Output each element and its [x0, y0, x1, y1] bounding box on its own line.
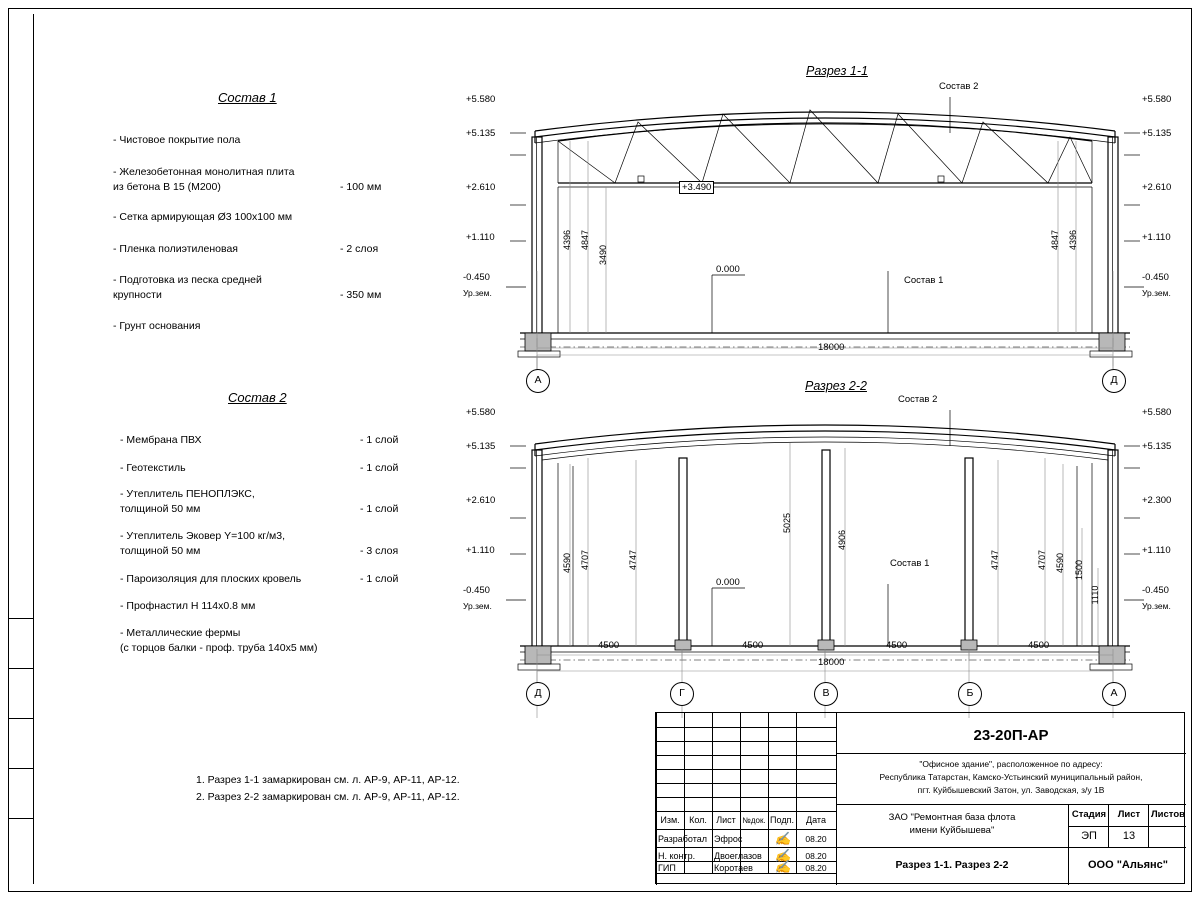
spec2-item-2-label: - Утеплитель ПЕНОПЛЭКС,: [120, 488, 255, 500]
tb-lists-label: Листов: [1151, 809, 1185, 820]
s1-level-right-0: +5.580: [1142, 94, 1172, 105]
left-margin-stub-5: [8, 818, 33, 819]
spec2-title: Состав 2: [228, 390, 287, 405]
s1-level-left-1: +5.135: [466, 128, 496, 139]
spec1-item-1-value: - 100 мм: [340, 181, 382, 193]
svg-text:5025: 5025: [782, 512, 792, 534]
section2-title: Разрез 2-2: [805, 379, 867, 393]
spec1-title: Состав 1: [218, 90, 277, 105]
spec2-item-1-value: - 1 слой: [360, 462, 399, 474]
tb-col-0: Изм.: [660, 815, 680, 825]
tb-sheet-name: Разрез 1-1. Разрез 2-2: [895, 859, 1009, 871]
tb-customer-2: имени Куйбышева": [909, 825, 995, 836]
s1-overall-dim: 18000: [818, 342, 845, 353]
s2-axis-bubble-4: А: [1102, 682, 1126, 706]
spec2-item-1-label: - Геотекстиль: [120, 462, 186, 474]
s1-callout-top: Состав 2: [939, 81, 979, 92]
s2-zero-level: 0.000: [716, 577, 740, 588]
s2-ground-label-right: Ур.зем.: [1142, 601, 1171, 611]
s2-level-left-4: -0.450: [463, 585, 490, 596]
s2-level-right-3: +1.110: [1142, 545, 1171, 556]
s1-level-left-4: -0.450: [463, 272, 490, 283]
s1-dim-4396-right: 4396: [1068, 229, 1078, 251]
s2-axis-bubble-0: Д: [526, 682, 550, 706]
svg-text:4707: 4707: [1037, 549, 1047, 571]
s1-dim-4847-right: 4847: [1050, 229, 1060, 251]
spec2-item-3-value: - 3 слоя: [360, 545, 399, 557]
tb-code: 23-20П-АР: [973, 727, 1049, 744]
s1-zero-level: 0.000: [716, 264, 740, 275]
svg-text:4707: 4707: [580, 549, 590, 571]
tb-name-2: Коротаев: [714, 863, 753, 873]
spec2-item-3-label: - Утеплитель Эковер Y=100 кг/м3,: [120, 530, 286, 542]
spec2-item-2-label2: толщиной 50 мм: [120, 503, 201, 515]
s2-callout-top: Состав 2: [898, 394, 938, 405]
svg-text:1110: 1110: [1090, 585, 1100, 605]
s2-overall-dim: 18000: [818, 657, 845, 668]
tb-list-label: Лист: [1117, 809, 1141, 820]
s2-level-right-2: +2.300: [1142, 495, 1172, 506]
spec2-item-0-value: - 1 слой: [360, 434, 399, 446]
s2-axis-bubble-1: Г: [670, 682, 694, 706]
tb-col-5: Дата: [806, 815, 826, 825]
s2-level-left-1: +5.135: [466, 441, 496, 452]
spec1-item-1-label2: из бетона В 15 (М200): [113, 181, 221, 193]
svg-text:4590: 4590: [1055, 552, 1065, 574]
s1-level-left-2: +2.610: [466, 182, 496, 193]
s1-dim-4847-left: 4847: [580, 229, 590, 251]
s1-callout-floor: Состав 1: [904, 275, 944, 286]
s1-level-right-3: +1.110: [1142, 232, 1171, 243]
left-margin-stub-3: [8, 718, 33, 719]
tb-stage-label: Стадия: [1071, 809, 1107, 820]
tb-col-4: Подп.: [770, 815, 794, 825]
tb-role-1: Н. контр.: [658, 851, 696, 861]
s1-level-left-3: +1.110: [466, 232, 495, 243]
svg-text:4747: 4747: [628, 549, 638, 571]
tb-signature-1: ✍: [774, 849, 792, 862]
s2-dim-bottom-2: 4500: [886, 640, 908, 651]
spec2-item-3-label2: толщиной 50 мм: [120, 545, 201, 557]
tb-list-value: 13: [1122, 830, 1136, 842]
tb-col-1: Кол.: [689, 815, 707, 825]
tb-date-0: 08.20: [805, 834, 827, 844]
tb-name-1: Двоеглазов: [714, 851, 762, 861]
s2-dim-bottom-3: 4500: [1028, 640, 1050, 651]
s2-dim-bottom-1: 4500: [742, 640, 764, 651]
s2-dim-bottom-0: 4500: [598, 640, 620, 651]
tb-name-0: Эфрос: [714, 834, 743, 844]
tb-col-3: №док.: [742, 816, 766, 825]
spec1-item-3-value: - 2 слоя: [340, 243, 379, 255]
s2-level-right-0: +5.580: [1142, 407, 1172, 418]
s2-ground-label-left: Ур.зем.: [463, 601, 492, 611]
note-1: 2. Разрез 2-2 замаркирован см. л. АР-9, АР-11, АР-12.: [196, 791, 460, 803]
s2-axis-bubble-3: Б: [958, 682, 982, 706]
spec1-item-3-label: - Пленка полиэтиленовая: [113, 243, 238, 255]
s1-level-right-2: +2.610: [1142, 182, 1172, 193]
svg-text:4747: 4747: [990, 549, 1000, 571]
spec1-item-4-value: - 350 мм: [340, 289, 382, 301]
s2-callout-floor: Состав 1: [890, 558, 930, 569]
spec2-item-4-value: - 1 слой: [360, 573, 399, 585]
s2-level-left-0: +5.580: [466, 407, 496, 418]
tb-role-0: Разработал: [658, 834, 707, 844]
spec2-item-0-label: - Мембрана ПВХ: [120, 434, 202, 446]
s1-axis-bubble-0: А: [526, 369, 550, 393]
spec2-item-5-label: - Профнастил Н 114х0.8 мм: [120, 600, 256, 612]
s2-axis-bubble-2: В: [814, 682, 838, 706]
tb-company: ООО "Альянс": [1087, 859, 1169, 871]
spec1-item-4-label2: крупности: [113, 289, 162, 301]
spec1-item-0-label: - Чистовое покрытие пола: [113, 134, 241, 146]
s1-ground-label-right: Ур.зем.: [1142, 288, 1171, 298]
tb-col-2: Лист: [716, 815, 736, 825]
spec2-item-2-value: - 1 слой: [360, 503, 399, 515]
s2-level-right-4: -0.450: [1142, 585, 1169, 596]
spec1-item-1-label: - Железобетонная монолитная плита: [113, 166, 295, 178]
svg-text:4590: 4590: [562, 552, 572, 574]
s1-inner-level: +3.490: [679, 181, 714, 194]
tb-object-1: "Офисное здание", расположенное по адресу:: [919, 759, 1103, 769]
s1-dim-3490: 3490: [598, 244, 608, 266]
s2-level-left-3: +1.110: [466, 545, 495, 556]
s1-ground-label-left: Ур.зем.: [463, 288, 492, 298]
s1-level-left-0: +5.580: [466, 94, 496, 105]
section1-dim-chain: [470, 330, 1190, 372]
svg-text:4906: 4906: [837, 529, 847, 551]
tb-signature-2: ✍: [774, 860, 792, 874]
spec2-item-6-label2: (с торцов балки - проф. труба 140х5 мм): [120, 642, 318, 654]
s1-dim-4396-left: 4396: [562, 229, 572, 251]
spec2-item-4-label: - Пароизоляция для плоских кровель: [120, 573, 302, 585]
spec1-item-2-label: - Сетка армирующая Ø3 100х100 мм: [113, 211, 293, 223]
tb-object-3: пгт. Куйбышевский Затон, ул. Заводская, з/у 1В: [917, 785, 1105, 795]
tb-signature-0: ✍: [774, 831, 792, 846]
tb-role-2: ГИП: [658, 863, 676, 873]
left-margin-stub-1: [8, 618, 33, 891]
section1-title: Разрез 1-1: [806, 64, 868, 78]
s1-level-right-1: +5.135: [1142, 128, 1172, 139]
left-margin-stub-4: [8, 768, 33, 769]
spec1-item-4-label: - Подготовка из песка средней: [113, 274, 262, 286]
tb-date-2: 08.20: [805, 863, 827, 873]
tb-stage-value: ЭП: [1081, 830, 1097, 842]
svg-text:1500: 1500: [1074, 559, 1084, 581]
note-0: 1. Разрез 1-1 замаркирован см. л. АР-9, АР-11, АР-12.: [196, 774, 460, 786]
s1-axis-bubble-1: Д: [1102, 369, 1126, 393]
tb-object-2: Республика Татарстан, Камско-Устьинский муниципальный район,: [879, 772, 1143, 782]
spec2-item-6-label: - Металлические фермы: [120, 627, 241, 639]
s2-level-right-1: +5.135: [1142, 441, 1172, 452]
title-block: [655, 712, 1185, 884]
left-margin-stub-2: [8, 668, 33, 669]
tb-customer-1: ЗАО "Ремонтная база флота: [888, 812, 1016, 823]
s1-level-right-4: -0.450: [1142, 272, 1169, 283]
tb-date-1: 08.20: [805, 851, 827, 861]
s2-level-left-2: +2.610: [466, 495, 496, 506]
spec1-item-5-label: - Грунт основания: [113, 320, 201, 332]
